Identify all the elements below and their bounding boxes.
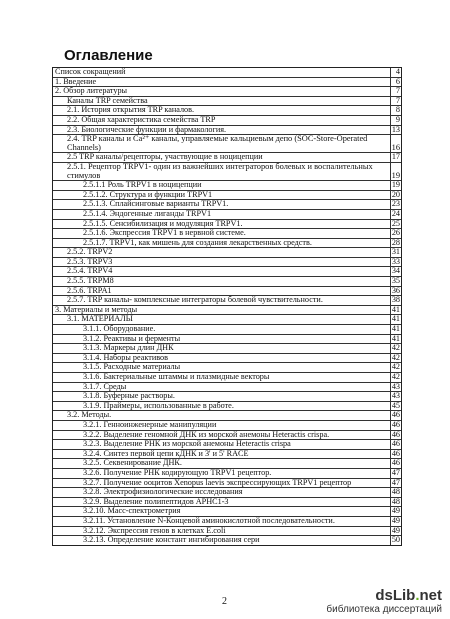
toc-entry-title: 3.2.6. Получение РНК кодирующую TRPV1 рецептор. <box>53 469 391 478</box>
toc-entry-page: 38 <box>391 295 400 305</box>
toc-entry-page: 42 <box>391 362 400 372</box>
toc-entry-page: 4 <box>395 67 400 76</box>
toc-entry-title: 2.5.6. TRPA1 <box>53 287 391 296</box>
toc-entry-page: 13 <box>391 124 400 134</box>
watermark-subtitle: библиотека диссертаций <box>326 604 442 615</box>
toc-row <box>53 163 401 181</box>
toc-entry-title: 3.1.6. Бактериальные штаммы и плазмидные векторы <box>53 373 391 382</box>
toc-row <box>53 344 401 354</box>
toc-row <box>53 315 401 325</box>
toc-entry-page: 46 <box>391 410 400 420</box>
toc-entry-title: 3. Материалы и методы <box>53 306 391 315</box>
toc-entry-page: 43 <box>391 391 400 401</box>
toc-entry-title: 3.1.3. Маркеры длин ДНК <box>53 344 391 353</box>
toc-entry-title: 3.2.5. Секвенирование ДНК. <box>53 459 391 468</box>
toc-entry-title: 2.3. Биологические функции и фармакология. <box>53 126 391 135</box>
toc-entry-title: 2. Обзор литературы <box>53 87 391 96</box>
toc-entry-page: 17 <box>391 152 400 162</box>
toc-row <box>53 229 401 239</box>
toc-row <box>53 411 401 421</box>
toc-row <box>53 440 401 450</box>
toc-entry-title: 2.5.1. Рецептор TRPV1- один из важнейших интеграторов болевых и воспалительных стимулов <box>53 163 391 180</box>
toc-row <box>53 258 401 268</box>
toc-entry-page: 41 <box>391 333 400 343</box>
toc-entry-title: 2.5.1.3. Сплайсинговые варианты TRPV1. <box>53 200 391 209</box>
toc-row <box>53 68 401 78</box>
toc-entry-page: 49 <box>391 506 400 516</box>
toc-entry-title: 3.2.11. Установление N-Концевой аминокислотной последовательности. <box>53 517 391 526</box>
toc-entry-page: 46 <box>391 448 400 458</box>
toc-entry-page: 7 <box>395 95 400 105</box>
toc-entry-page: 50 <box>391 535 400 545</box>
toc-entry-page: 48 <box>391 496 400 506</box>
toc-row <box>53 421 401 431</box>
toc-entry-title: 2.5.1.7. TRPV1, как мишень для создания лекарственных средств. <box>53 239 391 248</box>
toc-entry-title: Каналы TRP семейства <box>53 97 391 106</box>
toc-entry-title: 2.5.1.2. Структура и функции TRPV1 <box>53 191 391 200</box>
toc-entry-page: 8 <box>395 105 400 115</box>
toc-entry-title: 3.1.2. Реактивы и ферменты <box>53 335 391 344</box>
toc-row <box>53 87 401 97</box>
toc-entry-title: 3.2.9. Выделение полипептидов APHC1-3 <box>53 498 391 507</box>
table-of-contents <box>52 67 402 546</box>
toc-row <box>53 306 401 316</box>
toc-entry-page: 48 <box>391 487 400 497</box>
toc-entry-title: 3.2.7. Получение ооцитов Xenopus laevis экспрессирующих TRPV1 рецептор <box>53 479 391 488</box>
toc-entry-page: 25 <box>391 218 400 228</box>
toc-entry-title: 2.5.7. TRP каналы- комплексные интеграторы болевой чувствительности. <box>53 296 391 305</box>
toc-row <box>53 383 401 393</box>
toc-row <box>53 373 401 383</box>
toc-entry-title: 3.2.4. Синтез первой цепи кДНК и 3' и 5' RACE <box>53 450 391 459</box>
toc-row <box>53 325 401 335</box>
toc-entry-page: 46 <box>391 439 400 449</box>
toc-entry-page: 42 <box>391 343 400 353</box>
toc-entry-title: 2.5.4. TRPV4 <box>53 267 391 276</box>
toc-row <box>53 498 401 508</box>
toc-row <box>53 200 401 210</box>
toc-entry-page: 26 <box>391 228 400 238</box>
toc-entry-title: 3.2.1. Генноинженерные манипуляции <box>53 421 391 430</box>
toc-entry-page: 41 <box>391 314 400 324</box>
toc-row <box>53 527 401 537</box>
toc-entry-page: 28 <box>391 237 400 247</box>
toc-entry-page: 47 <box>391 477 400 487</box>
toc-row <box>53 459 401 469</box>
toc-entry-page: 36 <box>391 285 400 295</box>
toc-entry-page: 34 <box>391 266 400 276</box>
toc-entry-page: 42 <box>391 352 400 362</box>
toc-row <box>53 517 401 527</box>
toc-row <box>53 507 401 517</box>
toc-row <box>53 181 401 191</box>
toc-row <box>53 363 401 373</box>
toc-entry-title: Список сокращений <box>53 68 391 77</box>
toc-entry-page: 47 <box>391 467 400 477</box>
toc-row <box>53 267 401 277</box>
toc-row <box>53 153 401 163</box>
toc-entry-page: 23 <box>391 199 400 209</box>
toc-entry-page: 45 <box>391 400 400 410</box>
toc-row <box>53 97 401 107</box>
toc-entry-page: 46 <box>391 458 400 468</box>
toc-row <box>53 248 401 258</box>
toc-entry-title: 3.2.2. Выделение геномной ДНК из морской анемоны Heteractis crispa. <box>53 431 391 440</box>
toc-entry-title: 3.2. Методы. <box>53 411 391 420</box>
toc-row <box>53 191 401 201</box>
toc-entry-title: 2.5.3. TRPV3 <box>53 258 391 267</box>
toc-entry-title: 3.1.4. Наборы реактивов <box>53 354 391 363</box>
toc-row <box>53 450 401 460</box>
toc-entry-page: 16 <box>391 142 400 152</box>
toc-entry-title: 3.2.10. Масс-спектрометрия <box>53 507 391 516</box>
toc-row <box>53 239 401 249</box>
toc-row <box>53 287 401 297</box>
toc-entry-page: 7 <box>395 86 400 96</box>
toc-entry-title: 2.5.1.4. Эндогенные лиганды TRPV1 <box>53 210 391 219</box>
watermark <box>326 587 442 615</box>
toc-entry-title: 3.2.3. Выделение РНК из морской анемоны Heteractis crispa <box>53 440 391 449</box>
toc-entry-page: 20 <box>391 189 400 199</box>
toc-entry-page: 41 <box>391 304 400 314</box>
toc-entry-title: 2.5 TRP каналы/рецепторы, участвующие в ноцицепции <box>53 153 391 162</box>
toc-entry-title: 3.1.1. Оборудование. <box>53 325 391 334</box>
toc-row <box>53 479 401 489</box>
toc-entry-page: 41 <box>391 324 400 334</box>
toc-row <box>53 78 401 88</box>
toc-entry-page: 24 <box>391 208 400 218</box>
toc-entry-title: 3.2.12. Экспрессия генов в клетках E.coli <box>53 527 391 536</box>
toc-entry-page: 46 <box>391 429 400 439</box>
watermark-logo: dsLib.net <box>375 587 442 604</box>
toc-entry-title: 2.5.2. TRPV2 <box>53 248 391 257</box>
toc-entry-title: 2.5.1.1 Роль TRPV1 в ноцицепции <box>53 181 391 190</box>
toc-entry-page: 49 <box>391 525 400 535</box>
toc-row <box>53 469 401 479</box>
toc-entry-page: 42 <box>391 372 400 381</box>
toc-entry-title: 2.1. История открытия TRP каналов. <box>53 106 391 115</box>
toc-entry-title: 3.1.5. Расходные материалы <box>53 363 391 372</box>
toc-entry-page: 19 <box>391 180 400 190</box>
toc-row <box>53 402 401 412</box>
toc-entry-page: 43 <box>391 381 400 391</box>
toc-entry-title: 3.1.9. Праймеры, использованные в работе. <box>53 402 391 411</box>
toc-entry-page: 31 <box>391 247 400 257</box>
toc-row <box>53 135 401 153</box>
toc-row <box>53 392 401 402</box>
toc-row <box>53 277 401 287</box>
toc-row <box>53 354 401 364</box>
toc-entry-page: 49 <box>391 515 400 525</box>
toc-entry-page: 6 <box>395 76 400 86</box>
toc-entry-title: 2.4. TRP каналы и Ca²⁺ каналы, управляемые кальциевым депо (SOC-Store-Operated Channels) <box>53 135 391 152</box>
toc-entry-title: 2.2. Общая характеристика семейства TRP <box>53 116 391 125</box>
toc-entry-page: 46 <box>391 419 400 429</box>
toc-row <box>53 210 401 220</box>
toc-entry-page: 35 <box>391 276 400 286</box>
toc-row <box>53 116 401 126</box>
page-number: 2 <box>222 596 227 607</box>
toc-entry-title: 1. Введение <box>53 78 391 87</box>
toc-row <box>53 296 401 306</box>
toc-entry-title: 3.2.8. Электрофизиологические исследования <box>53 488 391 497</box>
toc-entry-title: 3.1. МАТЕРИАЛЫ <box>53 315 391 324</box>
toc-row <box>53 335 401 345</box>
toc-row <box>53 106 401 116</box>
toc-entry-title: 3.2.13. Определение констант ингибирования сери <box>53 536 391 545</box>
toc-entry-page: 19 <box>391 170 400 180</box>
page-title: Оглавление <box>64 47 153 64</box>
toc-entry-title: 2.5.1.6. Экспрессия TRPV1 в нервной системе. <box>53 229 391 238</box>
toc-row <box>53 536 401 545</box>
toc-row <box>53 488 401 498</box>
toc-entry-page: 33 <box>391 256 400 266</box>
toc-row <box>53 220 401 230</box>
toc-entry-title: 3.1.8. Буферные растворы. <box>53 392 391 401</box>
toc-row <box>53 431 401 441</box>
toc-entry-title: 3.1.7. Среды <box>53 383 391 392</box>
toc-entry-page: 9 <box>395 114 400 124</box>
toc-entry-title: 2.5.5. TRPM8 <box>53 277 391 286</box>
toc-row <box>53 126 401 136</box>
toc-entry-title: 2.5.1.5. Сенсибилизация и модуляция TRPV1. <box>53 220 391 229</box>
